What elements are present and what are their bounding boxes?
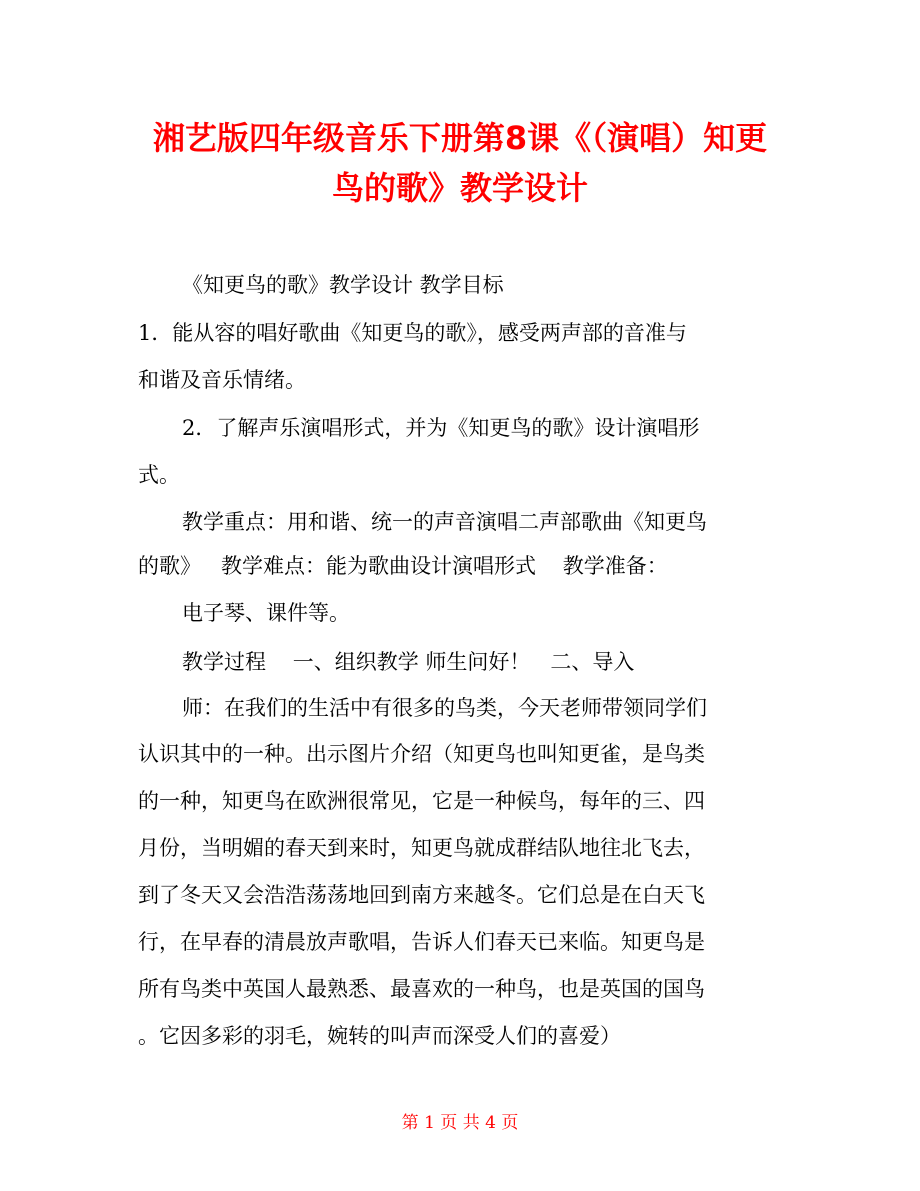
body-line: 教学重点：用和谐、统一的声音演唱二声部歌曲《知更鸟 — [182, 510, 707, 534]
body-line: 行，在早春的清晨放声歌唱，告诉人们春天已来临。知更鸟是 — [138, 930, 705, 954]
body-line: 和谐及音乐情绪。 — [138, 368, 306, 392]
document-title-line-2: 鸟的歌》教学设计 — [331, 169, 588, 207]
body-line: 的歌》 教学难点：能为歌曲设计演唱形式 教学准备： — [138, 554, 668, 578]
body-line: 式。 — [138, 463, 180, 487]
body-line: 教学过程 一、组织教学 师生问好！ 二、导入 — [182, 650, 635, 674]
body-line: 电子琴、课件等。 — [182, 601, 350, 625]
body-line: 所有鸟类中英国人最熟悉、最喜欢的一种鸟，也是英国的国鸟 — [138, 977, 705, 1001]
body-line: 师：在我们的生活中有很多的鸟类，今天老师带领同学们 — [182, 696, 707, 720]
body-line: 《知更鸟的歌》教学设计 教学目标 — [182, 273, 504, 297]
body-line: 认识其中的一种。出示图片介绍（知更鸟也叫知更雀，是鸟类 — [138, 742, 705, 766]
page-number-footer: 第 1 页 共 4 页 — [401, 1113, 519, 1133]
body-line: 到了冬天又会浩浩荡荡地回到南方来越冬。它们总是在白天飞 — [138, 883, 705, 907]
body-line: 月份，当明媚的春天到来时，知更鸟就成群结队地往北飞去， — [138, 836, 705, 860]
body-line: 2．了解声乐演唱形式，并为《知更鸟的歌》设计演唱形 — [182, 416, 700, 440]
document-title-line-1: 湘艺版四年级音乐下册第8课《（演唱）知更 — [152, 119, 768, 157]
body-line: 。它因多彩的羽毛，婉转的叫声而深受人们的喜爱） — [138, 1024, 621, 1048]
body-line: 1．能从容的唱好歌曲《知更鸟的歌》，感受两声部的音准与 — [138, 321, 687, 345]
body-line: 的一种，知更鸟在欧洲很常见，它是一种候鸟，每年的三、四 — [138, 789, 705, 813]
